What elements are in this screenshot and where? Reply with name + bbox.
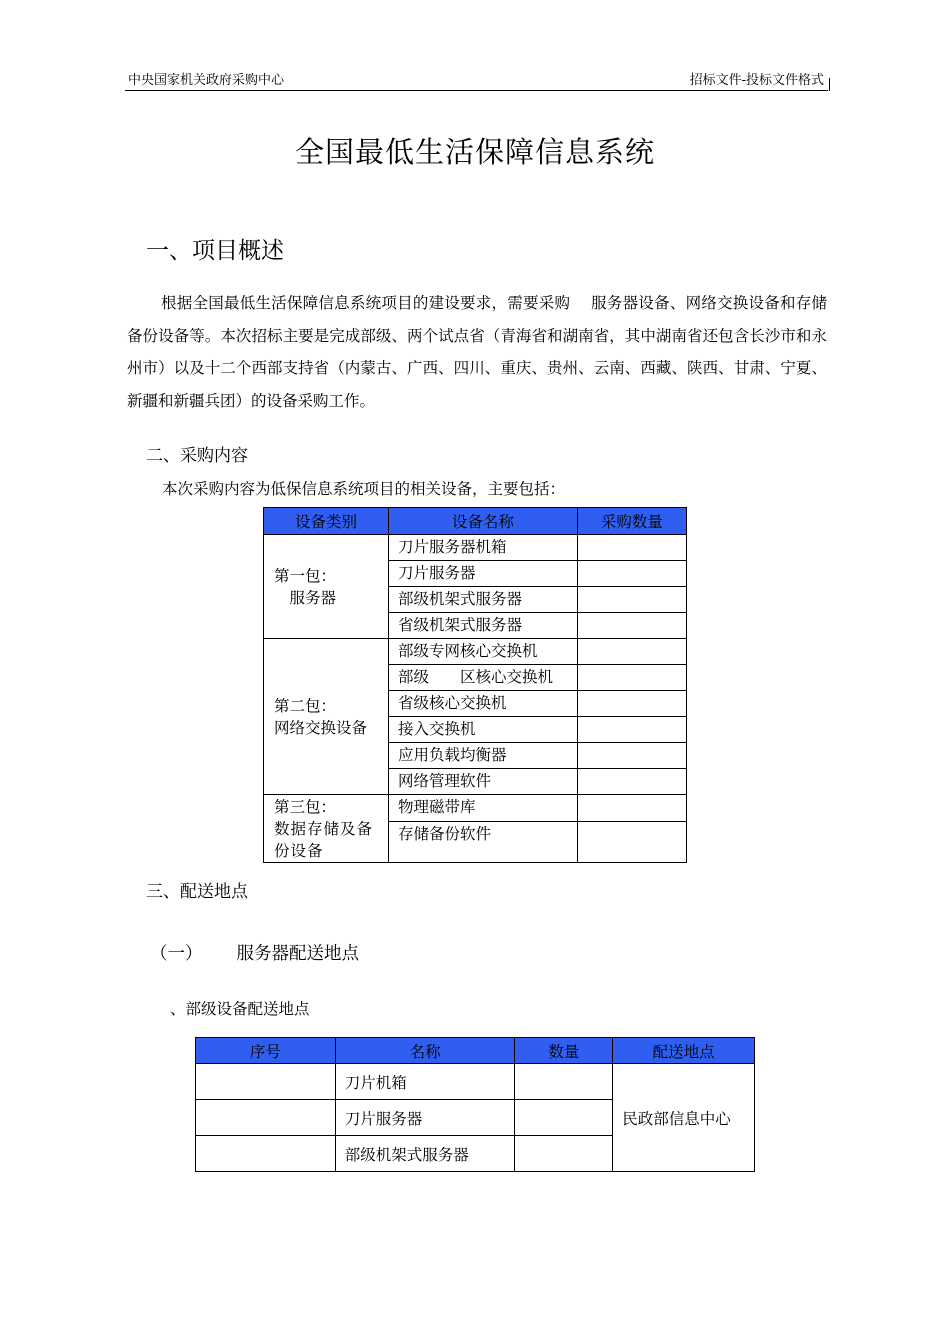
category-name: 服务器 [274,588,337,607]
header-serial-no: 序号 [196,1038,336,1064]
section1-paragraph: 根据全国最低生活保障信息系统项目的建设要求，需要采购 服务器设备、网络交换设备和存储备份设备等。本次招标主要是完成部级、两个试点省（青海省和湖南省，其中湖南省还包含长沙市和永州市）以及十二个西部支持省（内蒙古、广西、四川、重庆、贵州、云南、西藏、陕西、甘肃、宁夏、新疆和新疆兵团）的设备采购工作。 [127,294,827,410]
category-name: 网络交换设备 [274,718,368,737]
quantity-cell [515,1100,613,1136]
quantity-cell [577,769,686,795]
serial-no-cell [196,1136,336,1172]
quantity-cell [515,1136,613,1172]
header-name: 名称 [335,1038,515,1064]
category-label: 第一包： [274,566,337,585]
category-name: 数据存储及备份设备 [274,820,374,860]
header-left-text: 中央国家机关政府采购中心 [128,73,285,88]
quantity-cell [577,535,686,561]
name-cell: 刀片机箱 [335,1064,515,1100]
section2-heading: 二、采购内容 [146,446,248,466]
header-quantity: 采购数量 [577,508,686,535]
category-label: 第三包： [274,798,337,816]
header-delivery-location: 配送地点 [613,1038,755,1064]
sub-subsection-heading: 、部级设备配送地点 [170,1000,310,1018]
section1-heading: 一、项目概述 [146,238,284,264]
header-right-text: 招标文件-投标文件格式 [689,73,824,88]
quantity-cell [577,561,686,587]
category-cell [264,639,389,795]
device-name-cell: 部级专网核心交换机 [388,639,577,665]
device-name-cell: 刀片服务器 [388,561,577,587]
quantity-cell [577,743,686,769]
device-name-cell: 省级机架式服务器 [388,613,577,639]
device-name-cell: 物理磁带库 [388,795,577,822]
name-cell: 刀片服务器 [335,1100,515,1136]
page-header [125,72,828,91]
quantity-cell [577,665,686,691]
name-cell: 部级机架式服务器 [335,1136,515,1172]
serial-no-cell [196,1064,336,1100]
quantity-cell [577,587,686,613]
device-name-cell: 省级核心交换机 [388,691,577,717]
procurement-table-header [264,508,687,535]
table-row [264,639,687,665]
category-label: 第二包： [274,696,337,715]
quantity-cell [577,795,686,822]
serial-no-cell [196,1100,336,1136]
quantity-cell [515,1064,613,1100]
device-name-cell: 网络管理软件 [388,769,577,795]
device-name-cell: 部级机架式服务器 [388,587,577,613]
section3-heading: 三、配送地点 [146,882,248,902]
subsection-title: 服务器配送地点 [236,944,359,964]
device-name-cell: 应用负载均衡器 [388,743,577,769]
document-title: 全国最低生活保障信息系统 [294,135,655,169]
device-name-cell: 部级 区核心交换机 [388,665,577,691]
delivery-table [195,1037,755,1172]
table-row [264,535,687,561]
delivery-table-header [196,1038,755,1064]
device-name-cell: 刀片服务器机箱 [388,535,577,561]
quantity-cell [577,691,686,717]
quantity-cell [577,821,686,862]
table-row [264,795,687,822]
table-row [196,1064,755,1100]
header-device-name: 设备名称 [388,508,577,535]
quantity-cell [577,613,686,639]
subsection-marker: （一） [150,944,203,964]
category-cell [264,535,389,639]
delivery-location-cell: 民政部信息中心 [613,1064,755,1172]
section2-intro: 本次采购内容为低保信息系统项目的相关设备，主要包括： [162,480,566,498]
header-category: 设备类别 [264,508,389,535]
device-name-cell: 接入交换机 [388,717,577,743]
procurement-table [263,507,687,863]
category-cell [264,795,389,863]
header-quantity: 数量 [515,1038,613,1064]
quantity-cell [577,639,686,665]
subsection-heading [150,940,359,965]
header-rule-tick [829,78,830,91]
device-name-cell: 存储备份软件 [388,821,577,862]
quantity-cell [577,717,686,743]
